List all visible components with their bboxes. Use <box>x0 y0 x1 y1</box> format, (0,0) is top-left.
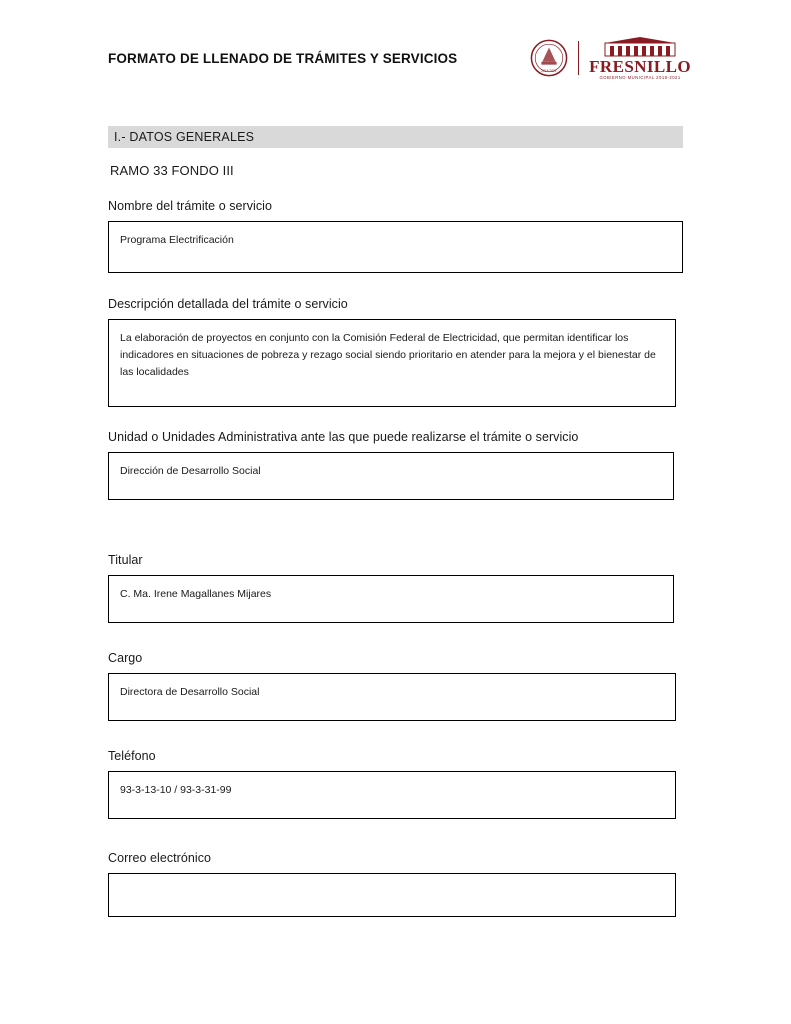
logo-divider <box>578 41 579 75</box>
field-label: Nombre del trámite o servicio <box>108 199 273 213</box>
page-title: FORMATO DE LLENADO DE TRÁMITES Y SERVICIOS <box>108 50 458 66</box>
field-value-box[interactable] <box>108 873 676 917</box>
field-label: Cargo <box>108 651 143 665</box>
field-descripcion <box>108 296 676 407</box>
section-header-band <box>108 126 683 148</box>
program-subtitle: RAMO 33 FONDO III <box>110 163 234 178</box>
field-value: La elaboración de proyectos en conjunto con la Comisión Federal de Electricidad, que permitan identificar los indicadores en situaciones de pobreza y rezago social siendo prioritario en atender para la mejora y el bienestar de las localidades <box>120 332 656 379</box>
section-header-label: I.- DATOS GENERALES <box>114 130 255 144</box>
field-telefono <box>108 748 676 819</box>
field-value: 93-3-13-10 / 93-3-31-99 <box>120 784 232 797</box>
government-seal-icon <box>530 39 568 77</box>
fresnillo-wordmark: FRESNILLO <box>589 57 691 76</box>
fresnillo-logo <box>589 36 691 80</box>
field-value-box[interactable] <box>108 319 676 407</box>
field-cargo <box>108 650 676 721</box>
field-value-box[interactable] <box>108 771 676 819</box>
fresnillo-building-icon <box>597 36 683 58</box>
field-value: C. Ma. Irene Magallanes Mijares <box>120 588 272 601</box>
svg-text:2018-2021: 2018-2021 <box>541 68 557 73</box>
fresnillo-subtext: GOBIERNO MUNICIPAL 2018-2021 <box>599 75 681 80</box>
field-label: Titular <box>108 553 143 567</box>
field-correo <box>108 850 676 917</box>
field-label: Correo electrónico <box>108 851 212 865</box>
field-titular <box>108 552 674 623</box>
field-value-box[interactable] <box>108 221 683 273</box>
field-value-box[interactable] <box>108 452 674 500</box>
field-value-box[interactable] <box>108 575 674 623</box>
field-value-box[interactable] <box>108 673 676 721</box>
field-nombre <box>108 198 683 273</box>
field-unidad <box>108 429 674 500</box>
field-label: Descripción detallada del trámite o servicio <box>108 297 348 311</box>
field-label: Teléfono <box>108 749 156 763</box>
field-value: Dirección de Desarrollo Social <box>120 465 261 478</box>
field-value: Programa Electrificación <box>120 234 234 247</box>
logo-group <box>530 36 691 80</box>
document-header <box>108 36 691 80</box>
field-value: Directora de Desarrollo Social <box>120 686 260 699</box>
field-label: Unidad o Unidades Administrativa ante las que puede realizarse el trámite o servicio <box>108 430 579 444</box>
